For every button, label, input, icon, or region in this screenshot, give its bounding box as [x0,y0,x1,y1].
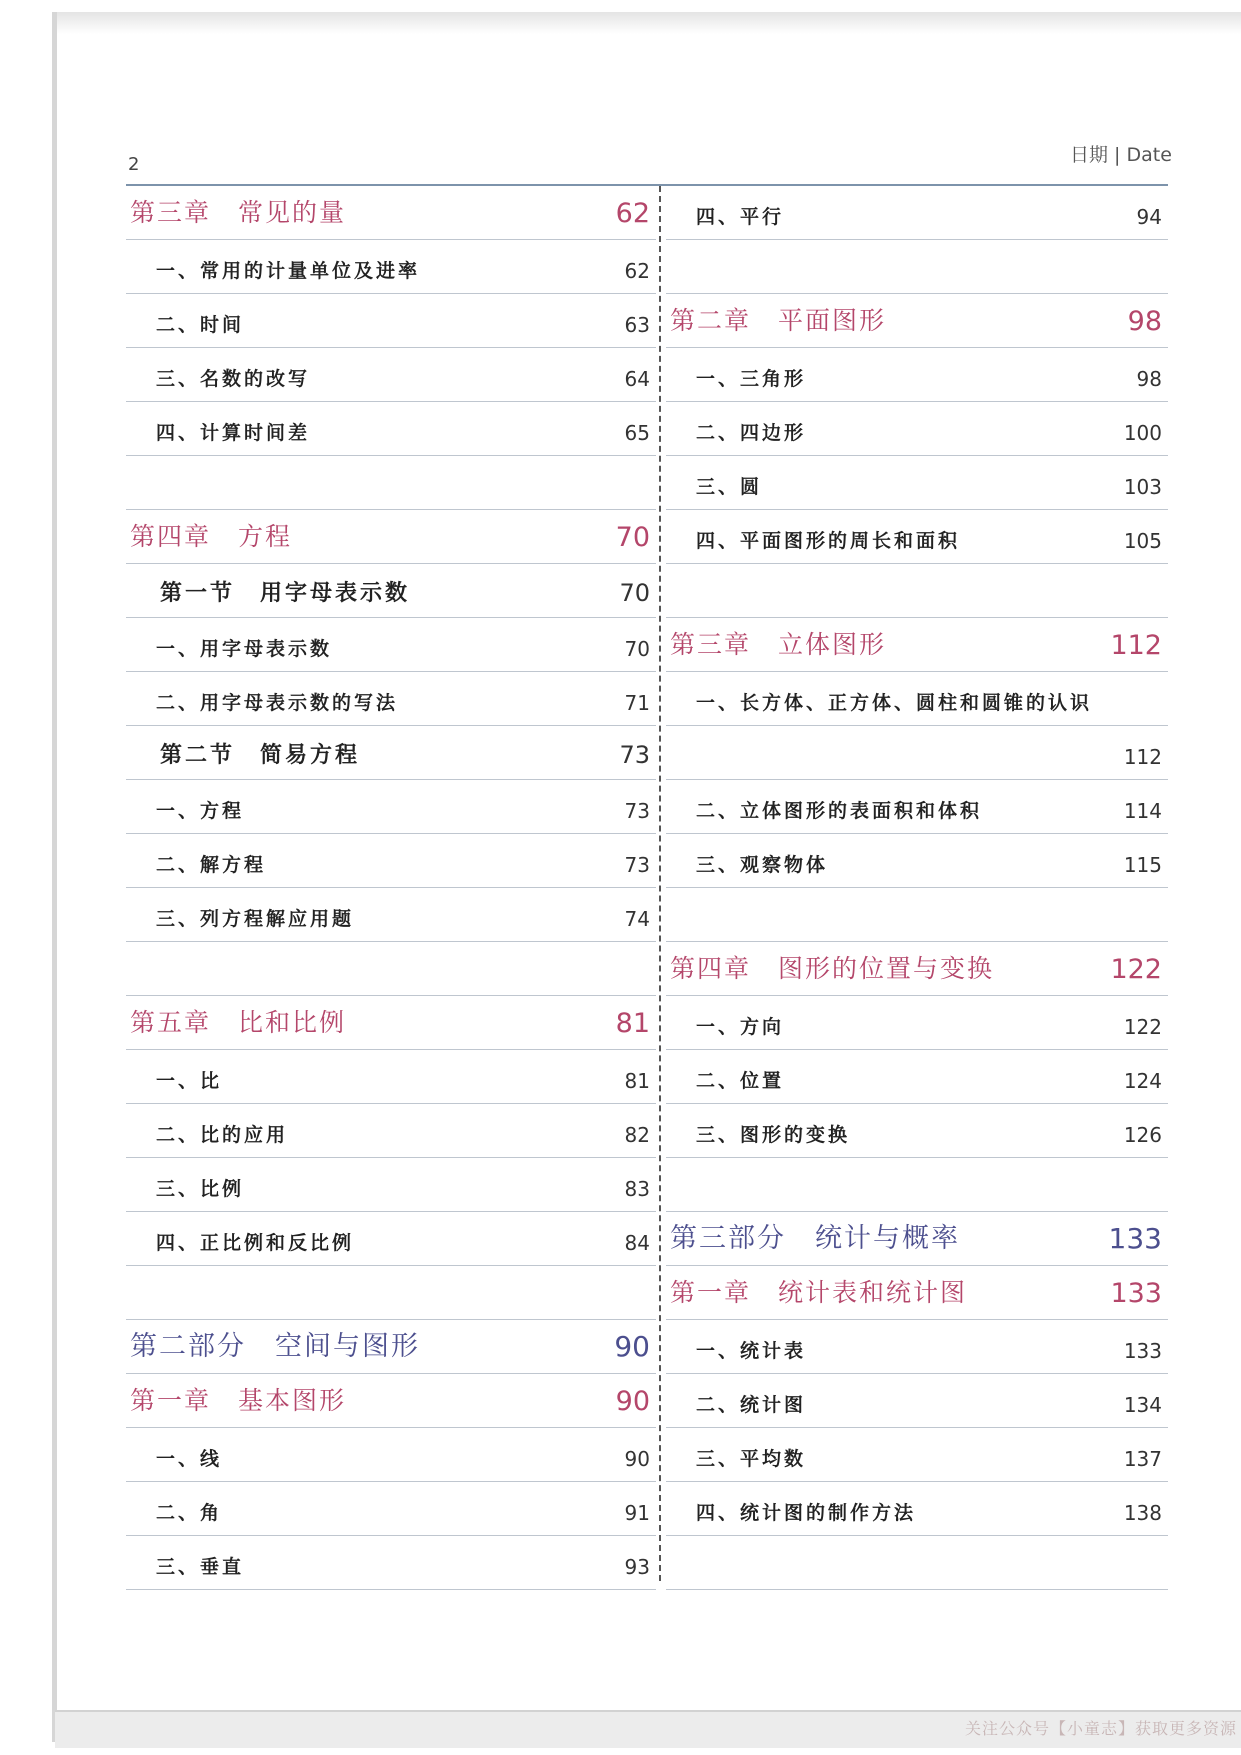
toc-entry-item[interactable] [126,1482,656,1536]
toc-entry-chapter[interactable] [666,618,1168,672]
toc-entry-item[interactable] [666,1374,1168,1428]
toc-entry-chapter[interactable] [126,186,656,240]
toc-entry-title: 第一章 统计表和统计图 [670,1278,968,1307]
toc-entry-title: 第五章 比和比例 [130,1008,347,1037]
toc-entry-page: 90 [624,1447,650,1471]
toc-entry-title: 一、比 [156,1070,223,1092]
toc-entry-item[interactable] [126,672,656,726]
toc-entry-page: 112 [1123,745,1162,769]
toc-entry-chapter[interactable] [666,942,1168,996]
toc-entry-page: 70 [624,637,650,661]
toc-entry-page: 112 [1110,630,1162,661]
toc-entry-page: 81 [615,1008,650,1039]
toc-entry-title: 二、比的应用 [156,1124,289,1146]
toc-entry-title: 三、列方程解应用题 [156,908,355,930]
toc-entry-page: 90 [615,1386,650,1417]
toc-entry-title: 第四章 图形的位置与变换 [670,954,995,983]
scan-edge-top [55,12,1241,34]
toc-entry-page: 138 [1123,1501,1162,1525]
toc-entry-item[interactable] [126,1428,656,1482]
toc-entry-page: 64 [624,367,650,391]
toc-entry-title: 四、平行 [696,206,785,228]
toc-entry-title: 四、计算时间差 [156,422,311,444]
toc-entry-title: 二、位置 [696,1070,785,1092]
toc-entry-page: 134 [1123,1393,1162,1417]
toc-entry-title: 第一章 基本图形 [130,1386,347,1415]
toc-entry-title: 三、名数的改写 [156,368,311,390]
toc-entry-item[interactable] [666,672,1168,726]
toc-entry-page: 137 [1123,1447,1162,1471]
toc-entry-title: 第四章 方程 [130,522,293,551]
toc-entry-item[interactable] [126,240,656,294]
toc-entry-page: 124 [1123,1069,1162,1093]
toc-entry-item[interactable] [666,1104,1168,1158]
toc-blank-row [126,456,656,510]
toc-entry-item[interactable] [666,780,1168,834]
toc-entry-item[interactable] [666,1428,1168,1482]
toc-entry-page: 73 [619,741,650,769]
toc-entry-item[interactable] [126,888,656,942]
toc-entry-title: 四、统计图的制作方法 [696,1502,917,1524]
toc-entry-item[interactable] [666,402,1168,456]
toc-entry-item[interactable] [666,726,1168,780]
toc-entry-title: 二、解方程 [156,854,267,876]
toc-entry-title: 二、时间 [156,314,245,336]
toc-blank-row [666,564,1168,618]
toc-entry-page: 133 [1108,1222,1162,1255]
toc-left-column [126,186,656,1590]
toc-blank-row [666,1536,1168,1590]
toc-entry-title: 第二章 平面图形 [670,306,887,335]
toc-entry-part[interactable] [126,1320,656,1374]
toc-entry-title: 一、方向 [696,1016,785,1038]
toc-entry-page: 91 [624,1501,650,1525]
toc-entry-item[interactable] [126,402,656,456]
toc-entry-page: 133 [1110,1278,1162,1309]
toc-entry-item[interactable] [126,348,656,402]
toc-entry-item[interactable] [126,1212,656,1266]
toc-entry-item[interactable] [126,618,656,672]
toc-entry-page: 100 [1123,421,1162,445]
toc-entry-page: 126 [1123,1123,1162,1147]
toc-entry-section[interactable] [126,564,656,618]
toc-entry-title: 一、用字母表示数 [156,638,333,660]
toc-entry-chapter[interactable] [126,1374,656,1428]
toc-entry-part[interactable] [666,1212,1168,1266]
toc-entry-page: 122 [1123,1015,1162,1039]
toc-entry-title: 第一节 用字母表示数 [160,581,411,606]
toc-entry-chapter[interactable] [126,510,656,564]
toc-entry-title: 四、正比例和反比例 [156,1232,355,1254]
toc-entry-item[interactable] [666,348,1168,402]
toc-entry-title: 一、常用的计量单位及进率 [156,260,421,282]
toc-entry-item[interactable] [126,780,656,834]
toc-blank-row [126,1266,656,1320]
toc-entry-item[interactable] [666,186,1168,240]
toc-entry-item[interactable] [126,834,656,888]
toc-entry-item[interactable] [666,834,1168,888]
toc-entry-item[interactable] [666,996,1168,1050]
toc-entry-item[interactable] [126,294,656,348]
toc-entry-section[interactable] [126,726,656,780]
toc-entry-title: 三、观察物体 [696,854,829,876]
toc-entry-page: 105 [1123,529,1162,553]
toc-entry-page: 63 [624,313,650,337]
toc-blank-row [666,1158,1168,1212]
toc-entry-title: 一、方程 [156,800,245,822]
toc-entry-page: 133 [1123,1339,1162,1363]
toc-entry-title: 三、图形的变换 [696,1124,851,1146]
toc-entry-title: 第三章 立体图形 [670,630,887,659]
scan-edge-left [52,12,57,1742]
watermark: 关注公众号【小童志】获取更多资源 [964,1719,1237,1738]
toc-entry-title: 三、比例 [156,1178,245,1200]
toc-entry-title: 一、统计表 [696,1340,807,1362]
toc-entry-page: 73 [624,799,650,823]
toc-entry-title: 第三章 常见的量 [130,198,347,227]
column-divider [659,186,661,1581]
toc-entry-page: 84 [624,1231,650,1255]
toc-entry-page: 73 [624,853,650,877]
toc-entry-chapter[interactable] [666,294,1168,348]
toc-entry-title: 一、三角形 [696,368,807,390]
toc-entry-page: 98 [1127,306,1162,337]
toc-entry-page: 90 [614,1330,650,1363]
toc-entry-item[interactable] [126,1104,656,1158]
page-number: 2 [128,154,140,175]
toc-entry-page: 62 [624,259,650,283]
toc-entry-page: 122 [1110,954,1162,985]
toc-entry-title: 二、用字母表示数的写法 [156,692,399,714]
toc-entry-item[interactable] [126,1050,656,1104]
toc-entry-page: 94 [1136,205,1162,229]
toc-entry-page: 114 [1123,799,1162,823]
toc-entry-chapter[interactable] [126,996,656,1050]
toc-entry-title: 一、长方体、正方体、圆柱和圆锥的认识 [696,692,1093,714]
toc-entry-title: 三、垂直 [156,1556,245,1578]
toc-entry-item[interactable] [666,1482,1168,1536]
toc-entry-title: 第二部分 空间与图形 [130,1331,420,1362]
toc-entry-page: 83 [624,1177,650,1201]
toc-entry-page: 98 [1136,367,1162,391]
toc-entry-title: 二、四边形 [696,422,807,444]
toc-entry-page: 71 [624,691,650,715]
date-label: 日期 | Date [1070,144,1172,166]
toc-entry-title: 三、圆 [696,476,763,498]
toc-entry-page: 70 [615,522,650,553]
toc-entry-title: 三、平均数 [696,1448,807,1470]
toc-entry-item[interactable] [126,1536,656,1590]
toc-entry-item[interactable] [666,1320,1168,1374]
toc-right-column [666,186,1168,1590]
toc-entry-page: 115 [1123,853,1162,877]
toc-entry-page: 82 [624,1123,650,1147]
toc-entry-page: 70 [619,579,650,607]
toc-blank-row [126,942,656,996]
toc-entry-title: 一、线 [156,1448,223,1470]
toc-entry-page: 81 [624,1069,650,1093]
toc-entry-page: 93 [624,1555,650,1579]
toc-entry-page: 62 [615,198,650,229]
toc-entry-title: 二、角 [156,1502,223,1524]
toc-entry-item[interactable] [666,510,1168,564]
toc-entry-item[interactable] [126,1158,656,1212]
toc-entry-title: 二、统计图 [696,1394,807,1416]
toc-entry-page: 74 [624,907,650,931]
toc-entry-page: 65 [624,421,650,445]
toc-entry-title: 第三部分 统计与概率 [670,1223,960,1254]
toc-entry-title: 四、平面图形的周长和面积 [696,530,961,552]
toc-blank-row [666,888,1168,942]
toc-entry-title: 二、立体图形的表面积和体积 [696,800,983,822]
toc-entry-item[interactable] [666,1050,1168,1104]
toc-blank-row [666,240,1168,294]
toc-entry-item[interactable] [666,456,1168,510]
toc-entry-title: 第二节 简易方程 [160,743,361,768]
toc-entry-page: 103 [1123,475,1162,499]
toc-entry-chapter[interactable] [666,1266,1168,1320]
